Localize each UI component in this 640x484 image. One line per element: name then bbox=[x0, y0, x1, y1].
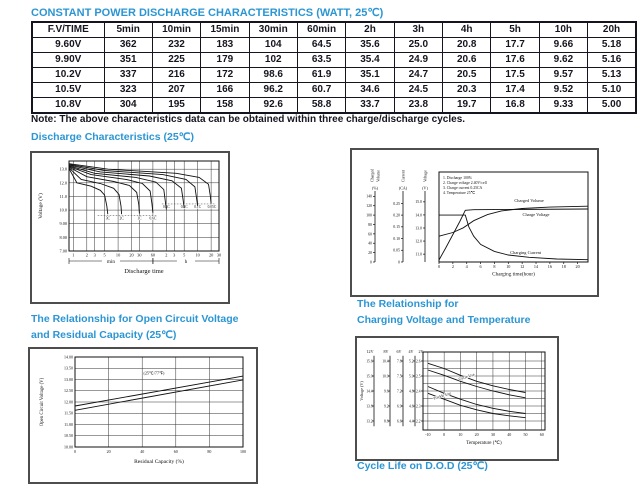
table-row bbox=[32, 68, 636, 83]
svg-text:14.0: 14.0 bbox=[415, 213, 422, 218]
svg-text:16: 16 bbox=[547, 264, 552, 269]
table-cell: 17.5 bbox=[491, 68, 539, 83]
svg-text:Voltage: Voltage bbox=[423, 170, 428, 182]
svg-text:11.50: 11.50 bbox=[64, 410, 73, 416]
svg-text:3C: 3C bbox=[105, 216, 110, 221]
svg-text:6.9: 6.9 bbox=[397, 404, 402, 409]
svg-text:0: 0 bbox=[74, 449, 76, 454]
svg-text:Charging Current: Charging Current bbox=[510, 249, 542, 255]
svg-text:6.6: 6.6 bbox=[397, 419, 402, 424]
svg-text:7.2: 7.2 bbox=[397, 389, 402, 394]
svg-text:3: 3 bbox=[173, 252, 176, 258]
svg-text:0.2C: 0.2C bbox=[180, 204, 188, 209]
ocv-section-title-line2: and Residual Capacity (25℃) bbox=[31, 329, 177, 341]
svg-text:10: 10 bbox=[458, 432, 463, 437]
svg-text:20: 20 bbox=[575, 264, 580, 269]
svg-text:30: 30 bbox=[490, 432, 495, 437]
table-header-cell: 5min bbox=[104, 22, 152, 38]
svg-text:Charged: Charged bbox=[370, 168, 375, 182]
table-cell: 17.6 bbox=[491, 53, 539, 68]
table-cell: 337 bbox=[104, 68, 152, 83]
table-cell: 9.33 bbox=[539, 98, 587, 114]
table-header-cell: 5h bbox=[491, 22, 539, 38]
svg-text:Current: Current bbox=[401, 170, 406, 182]
table-cell: 92.6 bbox=[249, 98, 297, 114]
svg-text:Temperature (℃): Temperature (℃) bbox=[466, 441, 502, 446]
svg-text:0.20: 0.20 bbox=[393, 213, 400, 218]
svg-text:15.6: 15.6 bbox=[366, 359, 373, 364]
svg-text:10: 10 bbox=[195, 252, 200, 258]
ocv-chart-svg bbox=[33, 351, 253, 478]
table-cell: 16.8 bbox=[491, 98, 539, 114]
svg-text:10: 10 bbox=[506, 264, 511, 269]
svg-text:4.4: 4.4 bbox=[409, 419, 414, 424]
svg-text:Voltage (V): Voltage (V) bbox=[359, 381, 364, 401]
table-cell: 35.4 bbox=[346, 53, 394, 68]
ocv-residual-capacity-chart bbox=[28, 347, 258, 484]
svg-text:11.0: 11.0 bbox=[59, 193, 67, 199]
svg-text:13.8: 13.8 bbox=[366, 404, 373, 409]
svg-text:2. Charge voltage 2.40V/cell: 2. Charge voltage 2.40V/cell bbox=[443, 181, 487, 185]
table-cell: 9.62 bbox=[539, 53, 587, 68]
svg-text:12.50: 12.50 bbox=[64, 388, 73, 394]
table-cell: 10.8V bbox=[32, 98, 104, 114]
discharge-characteristics-chart bbox=[30, 151, 230, 304]
svg-text:80: 80 bbox=[207, 449, 212, 454]
svg-text:2.2: 2.2 bbox=[416, 419, 421, 424]
svg-text:h: h bbox=[184, 258, 188, 265]
table-cell: 24.9 bbox=[394, 53, 442, 68]
table-header-cell: F.V/TIME bbox=[32, 22, 104, 38]
table-cell: 207 bbox=[152, 83, 200, 98]
svg-text:7.00: 7.00 bbox=[59, 248, 67, 254]
table-cell: 35.1 bbox=[346, 68, 394, 83]
svg-text:8V: 8V bbox=[383, 349, 389, 354]
svg-text:40: 40 bbox=[140, 449, 145, 454]
svg-text:60: 60 bbox=[173, 449, 178, 454]
table-cell: 172 bbox=[201, 68, 249, 83]
svg-text:2.6: 2.6 bbox=[416, 359, 421, 364]
svg-text:(V): (V) bbox=[422, 185, 428, 191]
ocv-section-title-line1: The Relationship for Open Circuit Voltage bbox=[31, 313, 239, 325]
svg-text:11.00: 11.00 bbox=[64, 421, 73, 427]
svg-text:3. Charge current 0.25CA: 3. Charge current 0.25CA bbox=[443, 186, 483, 190]
table-cell: 104 bbox=[249, 38, 297, 53]
svg-text:100: 100 bbox=[366, 213, 372, 218]
svg-text:10.00: 10.00 bbox=[64, 444, 73, 450]
svg-text:20: 20 bbox=[368, 251, 372, 256]
table-row bbox=[32, 38, 636, 53]
svg-text:8: 8 bbox=[493, 264, 496, 269]
svg-text:12.0: 12.0 bbox=[59, 180, 67, 186]
cvt-section-title-line1: The Relationship for bbox=[357, 298, 459, 310]
svg-text:1C: 1C bbox=[137, 216, 142, 221]
svg-text:5.0: 5.0 bbox=[409, 374, 414, 379]
table-cell: 20.6 bbox=[443, 53, 491, 68]
svg-text:Open Circuit Voltage (V): Open Circuit Voltage (V) bbox=[40, 377, 45, 427]
svg-text:40: 40 bbox=[368, 241, 372, 246]
svg-text:Charged Volume: Charged Volume bbox=[514, 197, 544, 203]
table-cell: 323 bbox=[104, 83, 152, 98]
svg-text:-10: -10 bbox=[425, 432, 431, 437]
table-cell: 23.8 bbox=[394, 98, 442, 114]
svg-text:2: 2 bbox=[451, 264, 454, 269]
table-cell: 35.6 bbox=[346, 38, 394, 53]
svg-text:30: 30 bbox=[216, 252, 222, 258]
svg-text:50: 50 bbox=[523, 432, 528, 437]
svg-text:12.00: 12.00 bbox=[64, 399, 73, 405]
svg-text:5: 5 bbox=[183, 252, 186, 258]
svg-text:10.0: 10.0 bbox=[382, 374, 389, 379]
svg-text:20: 20 bbox=[106, 449, 111, 454]
svg-text:60: 60 bbox=[539, 432, 544, 437]
svg-text:4: 4 bbox=[465, 264, 468, 269]
svg-text:3: 3 bbox=[93, 252, 96, 258]
table-header-row bbox=[32, 22, 636, 38]
svg-text:0.10: 0.10 bbox=[393, 236, 400, 241]
svg-text:12.0: 12.0 bbox=[415, 239, 422, 244]
ocv-section-title bbox=[31, 311, 239, 343]
svg-text:0.15: 0.15 bbox=[393, 225, 400, 230]
svg-text:12: 12 bbox=[520, 264, 525, 269]
svg-text:6V: 6V bbox=[396, 349, 402, 354]
svg-text:0: 0 bbox=[398, 260, 400, 265]
table-cell: 64.5 bbox=[297, 38, 345, 53]
table-cell: 9.66 bbox=[539, 38, 587, 53]
svg-text:0: 0 bbox=[443, 432, 446, 437]
svg-text:80: 80 bbox=[368, 222, 372, 227]
svg-text:(CA): (CA) bbox=[398, 185, 408, 191]
table-cell: 5.10 bbox=[588, 83, 636, 98]
svg-text:1: 1 bbox=[72, 252, 75, 258]
table-cell: 216 bbox=[152, 68, 200, 83]
svg-text:13.2: 13.2 bbox=[366, 419, 373, 424]
table-header-cell: 60min bbox=[297, 22, 345, 38]
table-cell: 20.8 bbox=[443, 38, 491, 53]
svg-text:4.6: 4.6 bbox=[409, 404, 414, 409]
constant-power-discharge-table bbox=[31, 21, 637, 114]
table-cell: 9.90V bbox=[32, 53, 104, 68]
svg-text:6: 6 bbox=[479, 264, 482, 269]
cvt-section-title-line2: Charging Voltage and Temperature bbox=[357, 314, 531, 326]
svg-text:2.4: 2.4 bbox=[416, 389, 421, 394]
table-cell: 98.6 bbox=[249, 68, 297, 83]
svg-text:5.2: 5.2 bbox=[409, 359, 414, 364]
svg-text:Trickle Use: Trickle Use bbox=[432, 390, 452, 401]
svg-text:9.6: 9.6 bbox=[384, 389, 389, 394]
table-cell: 5.13 bbox=[588, 68, 636, 83]
table-cell: 20.5 bbox=[443, 68, 491, 83]
table-cell: 58.8 bbox=[297, 98, 345, 114]
svg-text:14.00: 14.00 bbox=[64, 354, 73, 360]
svg-text:0.25: 0.25 bbox=[393, 201, 400, 206]
table-row bbox=[32, 98, 636, 114]
svg-text:(25℃/77℉): (25℃/77℉) bbox=[143, 370, 165, 376]
table-cell: 96.2 bbox=[249, 83, 297, 98]
svg-text:7.5: 7.5 bbox=[397, 374, 402, 379]
svg-text:12V: 12V bbox=[366, 349, 374, 354]
table-header-cell: 30min bbox=[249, 22, 297, 38]
svg-text:9.00: 9.00 bbox=[59, 221, 67, 227]
svg-text:100: 100 bbox=[240, 449, 246, 454]
table-cell: 19.7 bbox=[443, 98, 491, 114]
svg-text:60: 60 bbox=[150, 252, 156, 258]
table-cell: 195 bbox=[152, 98, 200, 114]
svg-text:14.4: 14.4 bbox=[366, 389, 373, 394]
svg-text:0.05C: 0.05C bbox=[207, 204, 217, 209]
svg-text:Residual Capacity (%): Residual Capacity (%) bbox=[134, 459, 184, 465]
table-cell: 17.7 bbox=[491, 38, 539, 53]
svg-text:13.0: 13.0 bbox=[59, 166, 67, 172]
svg-text:(%): (%) bbox=[372, 185, 378, 191]
table-cell: 34.6 bbox=[346, 83, 394, 98]
svg-text:Cycle Use: Cycle Use bbox=[457, 371, 476, 382]
table-cell: 362 bbox=[104, 38, 152, 53]
table-row bbox=[32, 83, 636, 98]
table-cell: 304 bbox=[104, 98, 152, 114]
table-cell: 158 bbox=[201, 98, 249, 114]
table-cell: 33.7 bbox=[346, 98, 394, 114]
svg-text:13.50: 13.50 bbox=[64, 365, 73, 371]
svg-text:1. Discharge 100%: 1. Discharge 100% bbox=[443, 176, 472, 180]
svg-text:Volume: Volume bbox=[376, 169, 381, 182]
svg-text:0: 0 bbox=[437, 264, 441, 269]
svg-text:0.6C: 0.6C bbox=[149, 216, 157, 221]
svg-text:15.0: 15.0 bbox=[415, 200, 422, 205]
discharge-chart-svg bbox=[35, 155, 225, 298]
svg-text:20: 20 bbox=[208, 252, 214, 258]
svg-text:Charge Voltage: Charge Voltage bbox=[522, 212, 550, 218]
svg-text:10.50: 10.50 bbox=[64, 433, 73, 439]
charging-characteristics-chart bbox=[350, 148, 599, 297]
table-header-cell: 3h bbox=[394, 22, 442, 38]
svg-text:2: 2 bbox=[165, 252, 168, 258]
svg-text:10: 10 bbox=[115, 252, 121, 258]
table-cell: 166 bbox=[201, 83, 249, 98]
svg-text:13.0: 13.0 bbox=[415, 226, 422, 231]
table-cell: 9.52 bbox=[539, 83, 587, 98]
page-title: CONSTANT POWER DISCHARGE CHARACTERISTICS (WATT, 25℃) bbox=[31, 7, 384, 19]
svg-text:4.8: 4.8 bbox=[409, 389, 414, 394]
svg-text:9.2: 9.2 bbox=[384, 404, 389, 409]
svg-text:2V: 2V bbox=[418, 349, 424, 354]
svg-text:20: 20 bbox=[474, 432, 479, 437]
table-cell: 232 bbox=[152, 38, 200, 53]
svg-text:11.0: 11.0 bbox=[415, 252, 422, 257]
table-header-cell: 4h bbox=[443, 22, 491, 38]
svg-text:Voltage (V): Voltage (V) bbox=[38, 193, 44, 219]
svg-text:120: 120 bbox=[366, 204, 372, 209]
table-header-cell: 10h bbox=[539, 22, 587, 38]
svg-text:10.4: 10.4 bbox=[382, 359, 389, 364]
table-cell: 183 bbox=[201, 38, 249, 53]
svg-text:4. Temperature 25℃: 4. Temperature 25℃ bbox=[443, 191, 475, 195]
table-header-cell: 20h bbox=[588, 22, 636, 38]
svg-text:Discharge time: Discharge time bbox=[124, 268, 164, 275]
svg-text:2.3: 2.3 bbox=[416, 404, 421, 409]
svg-text:14: 14 bbox=[533, 264, 539, 269]
table-cell: 102 bbox=[249, 53, 297, 68]
table-header-cell: 15min bbox=[201, 22, 249, 38]
svg-text:2C: 2C bbox=[119, 216, 124, 221]
svg-text:0: 0 bbox=[370, 260, 372, 265]
table-header-cell: 10min bbox=[152, 22, 200, 38]
svg-text:8.8: 8.8 bbox=[384, 419, 389, 424]
table-cell: 5.18 bbox=[588, 38, 636, 53]
svg-text:15.0: 15.0 bbox=[366, 374, 373, 379]
table-cell: 5.00 bbox=[588, 98, 636, 114]
svg-text:5: 5 bbox=[103, 252, 106, 258]
table-cell: 63.5 bbox=[297, 53, 345, 68]
cycle-life-section-title: Cycle Life on D.O.D (25℃) bbox=[357, 460, 488, 472]
svg-text:10.0: 10.0 bbox=[59, 207, 67, 213]
table-cell: 9.60V bbox=[32, 38, 104, 53]
cvt-section-title bbox=[357, 296, 530, 328]
svg-text:13.00: 13.00 bbox=[64, 376, 73, 382]
svg-text:0.4C: 0.4C bbox=[162, 204, 170, 209]
table-cell: 9.57 bbox=[539, 68, 587, 83]
table-note: Note: The above characteristics data can be obtained within three charge/discharge cycles. bbox=[31, 114, 466, 125]
svg-text:8.00: 8.00 bbox=[59, 234, 67, 240]
table-cell: 60.7 bbox=[297, 83, 345, 98]
table-cell: 10.2V bbox=[32, 68, 104, 83]
svg-text:2: 2 bbox=[85, 252, 88, 258]
svg-text:7.8: 7.8 bbox=[397, 359, 402, 364]
table-cell: 225 bbox=[152, 53, 200, 68]
svg-text:2.5: 2.5 bbox=[416, 374, 421, 379]
table-header-cell: 2h bbox=[346, 22, 394, 38]
table-cell: 24.7 bbox=[394, 68, 442, 83]
table-cell: 10.5V bbox=[32, 83, 104, 98]
table-cell: 351 bbox=[104, 53, 152, 68]
table-cell: 5.16 bbox=[588, 53, 636, 68]
svg-text:0.1C: 0.1C bbox=[194, 204, 202, 209]
svg-text:Charging time(hour): Charging time(hour) bbox=[492, 271, 535, 278]
svg-text:140: 140 bbox=[366, 194, 372, 199]
cvt-chart-svg bbox=[359, 340, 555, 455]
charging-voltage-temperature-chart bbox=[355, 336, 559, 461]
svg-text:0.05: 0.05 bbox=[393, 248, 400, 253]
table-row bbox=[32, 53, 636, 68]
discharge-section-title: Discharge Characteristics (25℃) bbox=[31, 131, 194, 143]
charging-chart-svg bbox=[355, 152, 594, 291]
svg-text:18: 18 bbox=[561, 264, 566, 269]
table-cell: 20.3 bbox=[443, 83, 491, 98]
table-cell: 61.9 bbox=[297, 68, 345, 83]
svg-text:30: 30 bbox=[137, 252, 142, 258]
svg-text:4V: 4V bbox=[408, 349, 414, 354]
svg-text:60: 60 bbox=[368, 232, 372, 237]
table-cell: 17.4 bbox=[491, 83, 539, 98]
table-cell: 179 bbox=[201, 53, 249, 68]
svg-text:min: min bbox=[106, 258, 115, 265]
svg-text:40: 40 bbox=[507, 432, 512, 437]
table-cell: 24.5 bbox=[394, 83, 442, 98]
svg-text:20: 20 bbox=[129, 252, 134, 258]
table-cell: 25.0 bbox=[394, 38, 442, 53]
